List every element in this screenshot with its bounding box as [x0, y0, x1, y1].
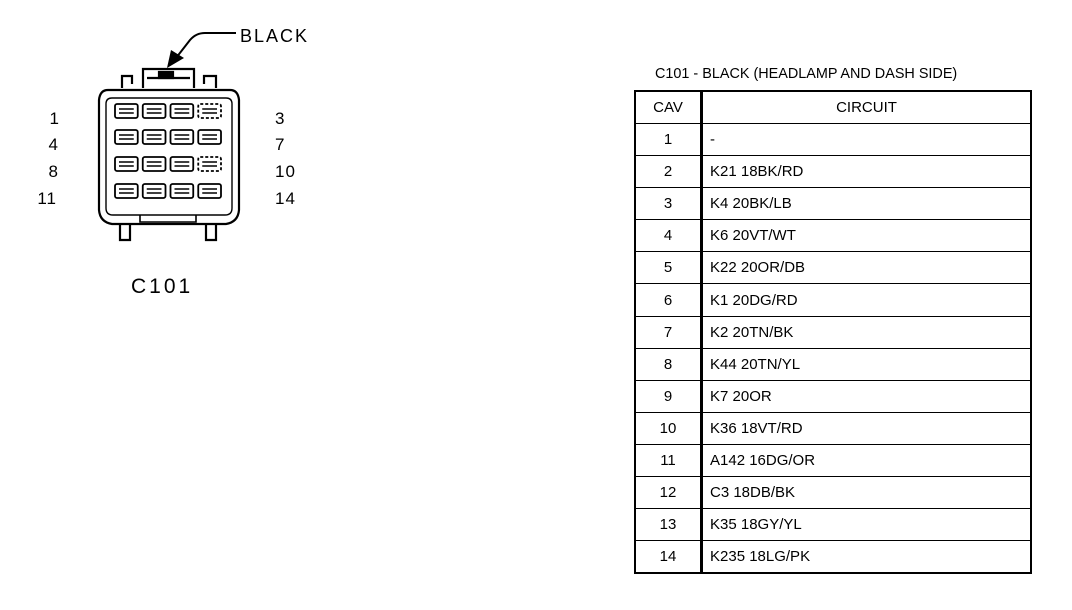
circuit-cell: K1 20DG/RD: [702, 284, 1032, 316]
pinout-table: [634, 90, 1032, 574]
terminal-cavity: [143, 157, 166, 171]
cav-cell: 12: [635, 477, 702, 509]
terminal-cavity: [115, 157, 138, 171]
circuit-cell: K21 18BK/RD: [702, 156, 1032, 188]
circuit-cell: K2 20TN/BK: [702, 316, 1032, 348]
terminal-cavity: [171, 104, 194, 118]
terminal-cavity: [171, 157, 194, 171]
terminal-cavity: [115, 104, 138, 118]
table-row: [635, 509, 1031, 541]
terminal-cavity: [171, 184, 194, 198]
table-body: [635, 124, 1031, 574]
connector-diagram: [0, 0, 620, 330]
callout-arrow: [167, 33, 236, 68]
terminal-cavity: [171, 130, 194, 144]
circuit-cell: -: [702, 124, 1032, 156]
circuit-cell: K4 20BK/LB: [702, 188, 1032, 220]
table-row: [635, 124, 1031, 156]
cav-cell: 4: [635, 220, 702, 252]
circuit-cell: K6 20VT/WT: [702, 220, 1032, 252]
table-row: [635, 444, 1031, 476]
cav-cell: 2: [635, 156, 702, 188]
cav-cell: 10: [635, 412, 702, 444]
terminal-cavity: [143, 104, 166, 118]
table-row: [635, 412, 1031, 444]
table-row: [635, 220, 1031, 252]
cav-cell: 8: [635, 348, 702, 380]
pin-label-10: 10: [275, 162, 296, 181]
cav-cell: 11: [635, 444, 702, 476]
connector-body: [99, 69, 239, 240]
pin-label-1: 1: [49, 109, 60, 128]
cav-cell: 6: [635, 284, 702, 316]
terminal-cavity: [143, 184, 166, 198]
table-row: [635, 348, 1031, 380]
table-header-row: [635, 91, 1031, 124]
terminal-cavity: [198, 130, 221, 144]
cav-cell: 9: [635, 380, 702, 412]
pin-label-3: 3: [275, 109, 286, 128]
table-title: C101 - BLACK (HEADLAMP AND DASH SIDE): [655, 65, 958, 82]
terminal-cavity: [198, 184, 221, 198]
callout-label-color: BLACK: [240, 26, 310, 46]
cav-cell: 5: [635, 252, 702, 284]
circuit-cell: A142 16DG/OR: [702, 444, 1032, 476]
table-row: [635, 284, 1031, 316]
terminal-cavity: [115, 184, 138, 198]
cav-cell: 7: [635, 316, 702, 348]
table-row: [635, 380, 1031, 412]
terminal-cavities: [115, 104, 221, 198]
table-row: [635, 316, 1031, 348]
pin-label-14: 14: [275, 189, 296, 208]
circuit-cell: K35 18GY/YL: [702, 509, 1032, 541]
cav-cell: 1: [635, 124, 702, 156]
circuit-cell: K7 20OR: [702, 380, 1032, 412]
circuit-cell: K44 20TN/YL: [702, 348, 1032, 380]
terminal-cavity: [198, 157, 221, 171]
header-circuit: CIRCUIT: [702, 91, 1032, 124]
table-row: [635, 541, 1031, 574]
table-row: [635, 156, 1031, 188]
header-cav: CAV: [635, 91, 702, 124]
cav-cell: 14: [635, 541, 702, 574]
circuit-cell: C3 18DB/BK: [702, 477, 1032, 509]
pin-label-7: 7: [275, 135, 286, 154]
cav-cell: 3: [635, 188, 702, 220]
pin-label-4: 4: [48, 135, 59, 154]
table-row: [635, 252, 1031, 284]
circuit-cell: K22 20OR/DB: [702, 252, 1032, 284]
terminal-cavity: [115, 130, 138, 144]
connector-name-label: C101: [131, 275, 194, 298]
table-row: [635, 188, 1031, 220]
cav-cell: 13: [635, 509, 702, 541]
pin-label-8: 8: [48, 162, 59, 181]
terminal-cavity: [198, 104, 221, 118]
terminal-cavity: [143, 130, 166, 144]
circuit-cell: K235 18LG/PK: [702, 541, 1032, 574]
table-row: [635, 477, 1031, 509]
pin-label-11: 11: [37, 189, 57, 208]
circuit-cell: K36 18VT/RD: [702, 412, 1032, 444]
